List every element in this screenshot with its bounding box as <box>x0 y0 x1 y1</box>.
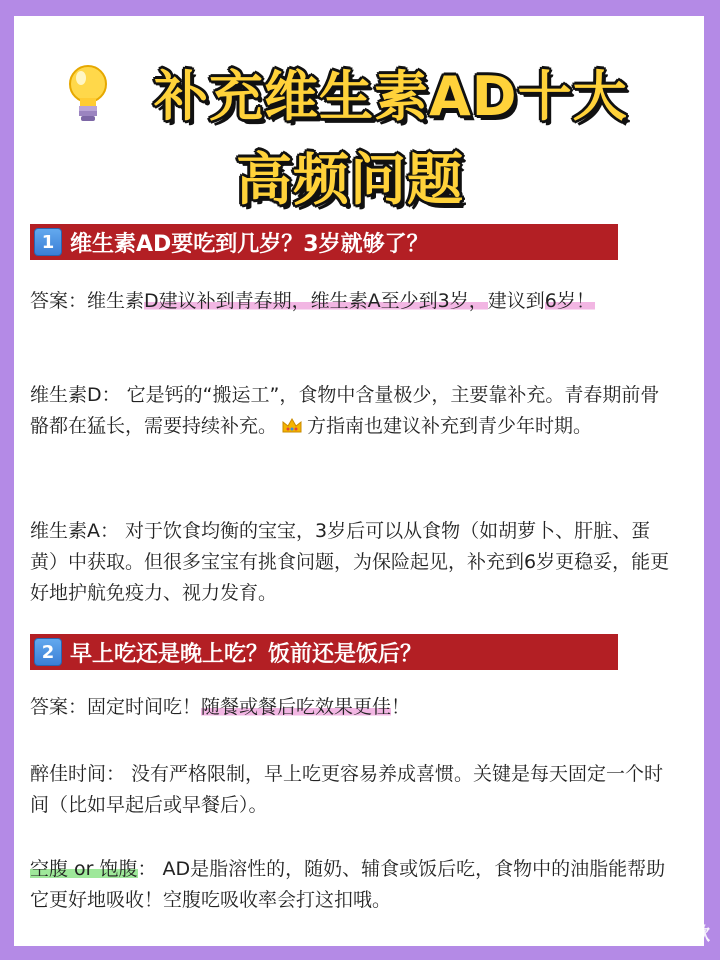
answer-suffix: ！ <box>391 696 411 718</box>
lightbulb-icon <box>64 62 112 132</box>
vitamin-a-paragraph: 维生素A： 对于饮食均衡的宝宝，3岁后可以从食物（如胡萝卜、肝脏、蛋黄）中获取。但很多宝宝有挑食问题，为保险起见，补充到6岁更稳妥，能更好地护航免疫力、视力发育。 <box>30 520 670 604</box>
section-1-heading: 维生素AD要吃到几岁？3岁就够了？ <box>70 231 429 257</box>
crown-icon <box>281 416 303 434</box>
best-time-paragraph: 醉佳时间： 没有严格限制，早上吃更容易养成喜惯。关键是每天固定一个时间（比如早起后或早餐后）。 <box>30 763 664 816</box>
section-1-answer <box>30 286 670 317</box>
empty-stomach-text: ： AD是脂溶性的，随奶、辅食或饭后吃，食物中的油脂能帮助它更好地吸收！空腹吃吸收率会打这扣哦。 <box>30 858 666 911</box>
number-keycap-icon: 1 <box>34 228 62 256</box>
title-line-1: 补充维生素AD十大 <box>154 65 628 128</box>
answer-highlight: D建议补到青春期，维生素A至少到3岁， <box>144 290 488 312</box>
answer-highlight-2: 6岁！ <box>544 290 595 312</box>
content-card <box>14 16 704 946</box>
title-line-2: 高频问题 <box>236 148 464 213</box>
section-1-banner <box>30 224 618 260</box>
vitamin-d-text-2: 方指南也建议补充到青少年时期。 <box>307 415 593 437</box>
number-keycap-icon: 2 <box>34 638 62 666</box>
empty-stomach-paragraph <box>30 854 670 916</box>
title-block <box>14 40 704 220</box>
section-2-answer <box>30 692 670 723</box>
vitamin-d-paragraph <box>30 380 670 442</box>
section-2-heading: 早上吃还是晚上吃？饭前还是饭后？ <box>70 641 423 667</box>
answer-middle: 建议到 <box>487 290 545 312</box>
answer-prefix: 答案：维生素 <box>30 290 145 312</box>
empty-stomach-label: 空腹 or 饱腹 <box>30 858 138 880</box>
answer-highlight: 随餐或餐后吃效果更佳 <box>201 696 392 718</box>
answer-prefix: 答案：固定时间吃！ <box>30 696 202 718</box>
vitamin-d-text: 维生素D： 它是钙的“搬运工”，食物中含量极少，主要靠补充。青春期前骨骼都在猛长，需要持续补充。 <box>30 384 660 437</box>
watermark: 一只小歆歆 <box>620 924 710 945</box>
section-2-banner <box>30 634 618 670</box>
